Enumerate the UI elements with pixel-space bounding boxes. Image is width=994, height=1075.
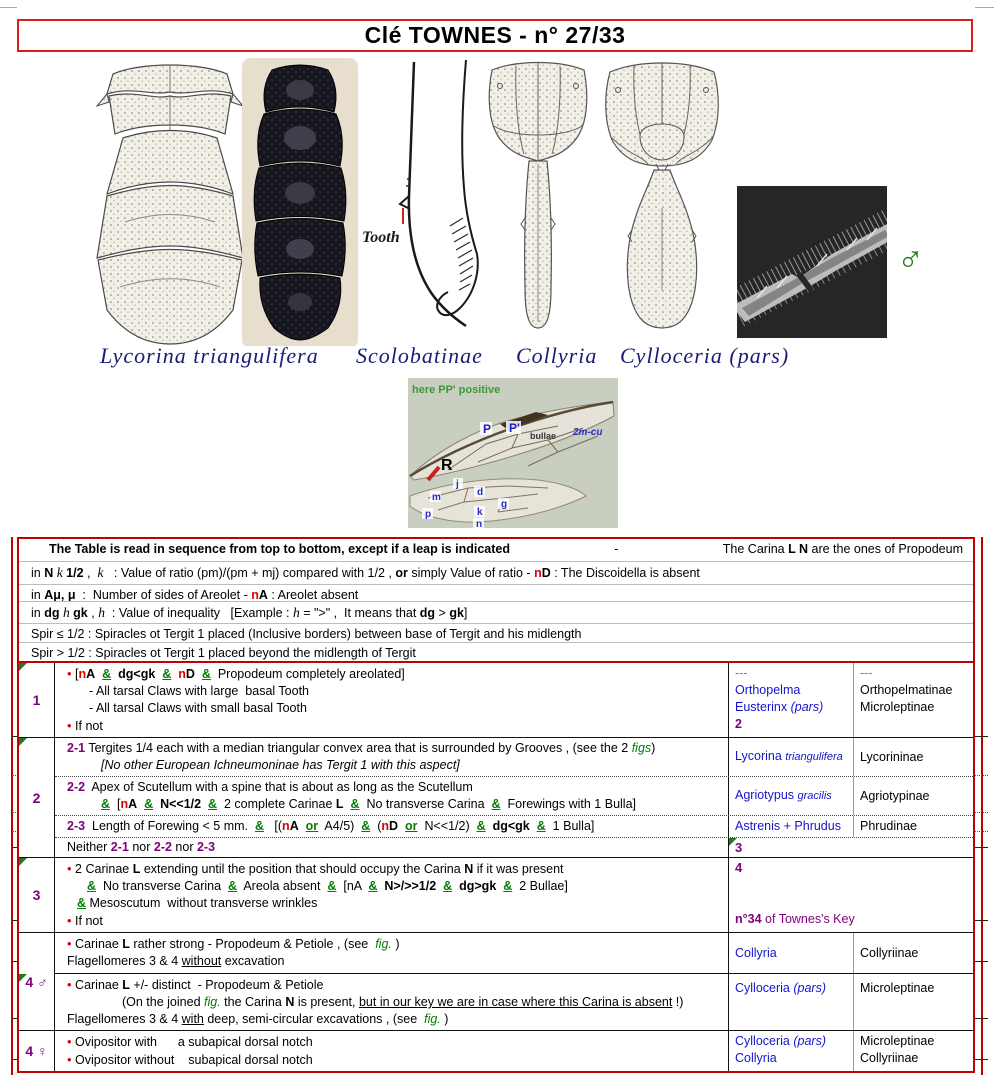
legend-row-sequence: The Table is read in sequence from top to bottom, except if a leap is indicated - The Carina L N are the ones of Propodeum [49,542,963,556]
legend-row-inequality: in dg h gk , h : Value of inequality [Example : h = ">" , It means that dg > gk] [19,601,973,623]
subfamily-cell: Collyriinae [853,933,973,973]
comment-marker [19,974,27,982]
genus-cell[interactable]: Cylloceria (pars) [728,974,853,1030]
male-symbol-icon: ♂ [897,237,924,278]
specimen-figures [0,50,994,346]
svg-text:j: j [456,479,459,490]
key-row-3 [19,857,973,932]
subfamily-cell: Phrudinae [853,816,973,837]
svg-text:g: g [501,499,508,510]
leap-cell[interactable]: 3 [728,838,973,857]
subfamily-cell: --- Orthopelmatinae Microleptinae [853,663,973,737]
key-subrow-2-3 [55,815,973,837]
comment-marker [19,738,27,746]
caption-lycorina: Lycorina triangulifera [100,343,319,368]
wing-figure [408,378,618,528]
right-red-border [981,537,983,1075]
caption-scolobatinae: Scolobatinae [356,343,483,368]
svg-text:R: R [441,457,453,474]
subfamily-cell: Microleptinae Collyriinae [853,1031,973,1071]
caption-cylloceria: Cylloceria (pars) [620,343,790,368]
key-subrow-neither [55,837,973,857]
svg-text:p: p [425,509,432,520]
svg-text:d: d [477,487,484,498]
title-box [17,19,973,52]
couplet-text: • Carinae L +/- distinct - Propodeum & Petiole (On the joined fig. the Carina N is present, but in our key we are in case where this Carina is absent !) Flagellomeres 3 & 4 with deep, semi-circular excavations , (see fig. ) [67,977,684,1026]
legend-row-areolet: in Aμ, μ : Number of sides of Areolet - nA : Areolet absent [19,584,973,601]
subfamily-cell: Agriotypinae [853,777,973,815]
fig-lycorina-drawing [97,65,243,344]
key-row-4-female [19,1030,973,1071]
subfamily-cell: Microleptinae [853,974,973,1030]
couplet-number: 4 ♀ [19,1031,55,1071]
svg-text:P': P' [509,421,520,435]
svg-text:2m-cu: 2m-cu [573,427,603,438]
svg-text:P: P [483,422,492,436]
svg-text:bullae: bullae [530,431,557,441]
genus-cell[interactable]: Collyria [728,933,853,973]
genus-cell[interactable]: Astrenis + Phrudus [728,816,853,837]
leap-cell[interactable]: 4 n°34 of Townes's Key [728,858,973,932]
fig-sem-photo [732,186,895,338]
svg-text:n: n [476,519,483,528]
couplet-text: • Carinae L rather strong - Propodeum & Petiole , (see fig. ) Flagellomeres 3 & 4 without excavation [67,936,400,968]
legend-row-spir-le: Spir ≤ 1/2 : Spiracles ot Tergit 1 placed (Inclusive borders) between base of Tergit and his midlength [19,623,973,642]
tooth-label: Tooth [362,229,400,246]
couplet-text: 2-2 Apex of Scutellum with a spine that is about as long as the Scutellum & [nA & N<<1/2 & 2 complete Carinae L & No transverse Carina & Forewings with 1 Bulla] [67,780,637,811]
svg-text:k: k [477,507,483,518]
caption-collyria: Collyria [516,343,598,368]
couplet-text: 2-3 Length of Forewing < 5 mm. & [(nA or A4/5) & (nD or N<<1/2) & dg<gk & 1 Bulla] [67,819,595,833]
genus-cell[interactable]: --- Orthopelma Eusterinx (pars) 2 [728,663,853,737]
key-subrow-2-1 [55,738,973,776]
couplet-number: 2 [19,738,55,857]
genus-cell[interactable]: Lycorina triangulifera [728,738,853,776]
legend-row-spir-gt: Spir > 1/2 : Spiracles ot Tergit 1 placed beyond the midlength of Tergit [19,642,973,661]
key-subrow-4m-a [55,933,973,973]
left-red-border [11,537,13,1075]
page-title: Clé TOWNES - n° 27/33 [364,22,626,48]
key-subrow-4m-b [55,973,973,1030]
key-subrow-2-2 [55,776,973,815]
top-edge-line-right [975,7,994,8]
couplet-text: Neither 2-1 nor 2-2 nor 2-3 [67,840,216,854]
key-row-2 [19,737,973,857]
couplet-text: • 2 Carinae L extending until the position that should occupy the Carina N if it was present & No transverse Carina & Areola absent & [nA & N>/>>1/2 & dg>gk & 2 Bullae] & Mesoscutum without transverse wrinkles • If not [67,861,568,928]
fig-claw-drawing [362,60,478,326]
couplet-text: • Ovipositor with a subapical dorsal notch • Ovipositor without subapical dorsal notch [67,1034,313,1067]
fig-propodeum-narrow [489,63,587,329]
wing-note: here PP' positive [412,384,501,396]
genus-cell[interactable]: Cylloceria (pars) Collyria [728,1031,853,1071]
svg-text:m: m [432,492,441,503]
comment-marker [19,858,27,866]
couplet-text: 2-1 Tergites 1/4 each with a median triangular convex area that is surrounded by Grooves , (see the 2 figs) [No other European Ichneumoninae has Tergit 1 with this aspect] [67,741,656,772]
couplet-text: • [nA & dg<gk & nD & Propodeum completely areolated] - All tarsal Claws with large basal Tooth - All tarsal Claws with small basal Tooth • If not [67,666,405,733]
key-row-4-male [19,932,973,1030]
key-table [17,537,975,1073]
couplet-number: 3 [19,858,55,932]
subfamily-cell: Lycorininae [853,738,973,776]
key-body [19,661,973,1071]
genus-cell[interactable]: Agriotypus gracilis [728,777,853,815]
fig-propodeum-broad [606,62,719,328]
couplet-number: 4 ♂ [19,933,55,1030]
legend-row-nk: in N k 1/2 , k : Value of ratio (pm)/(pm + mj) compared with 1/2 , or simply Value of ratio - nD : The Discoidella is absent [19,561,973,584]
comment-marker [729,838,737,846]
key-row-1 [19,663,973,737]
comment-marker [19,663,27,671]
fig-abdomen-photo [242,58,358,346]
top-edge-line-left [0,7,17,8]
couplet-number: 1 [19,663,55,737]
